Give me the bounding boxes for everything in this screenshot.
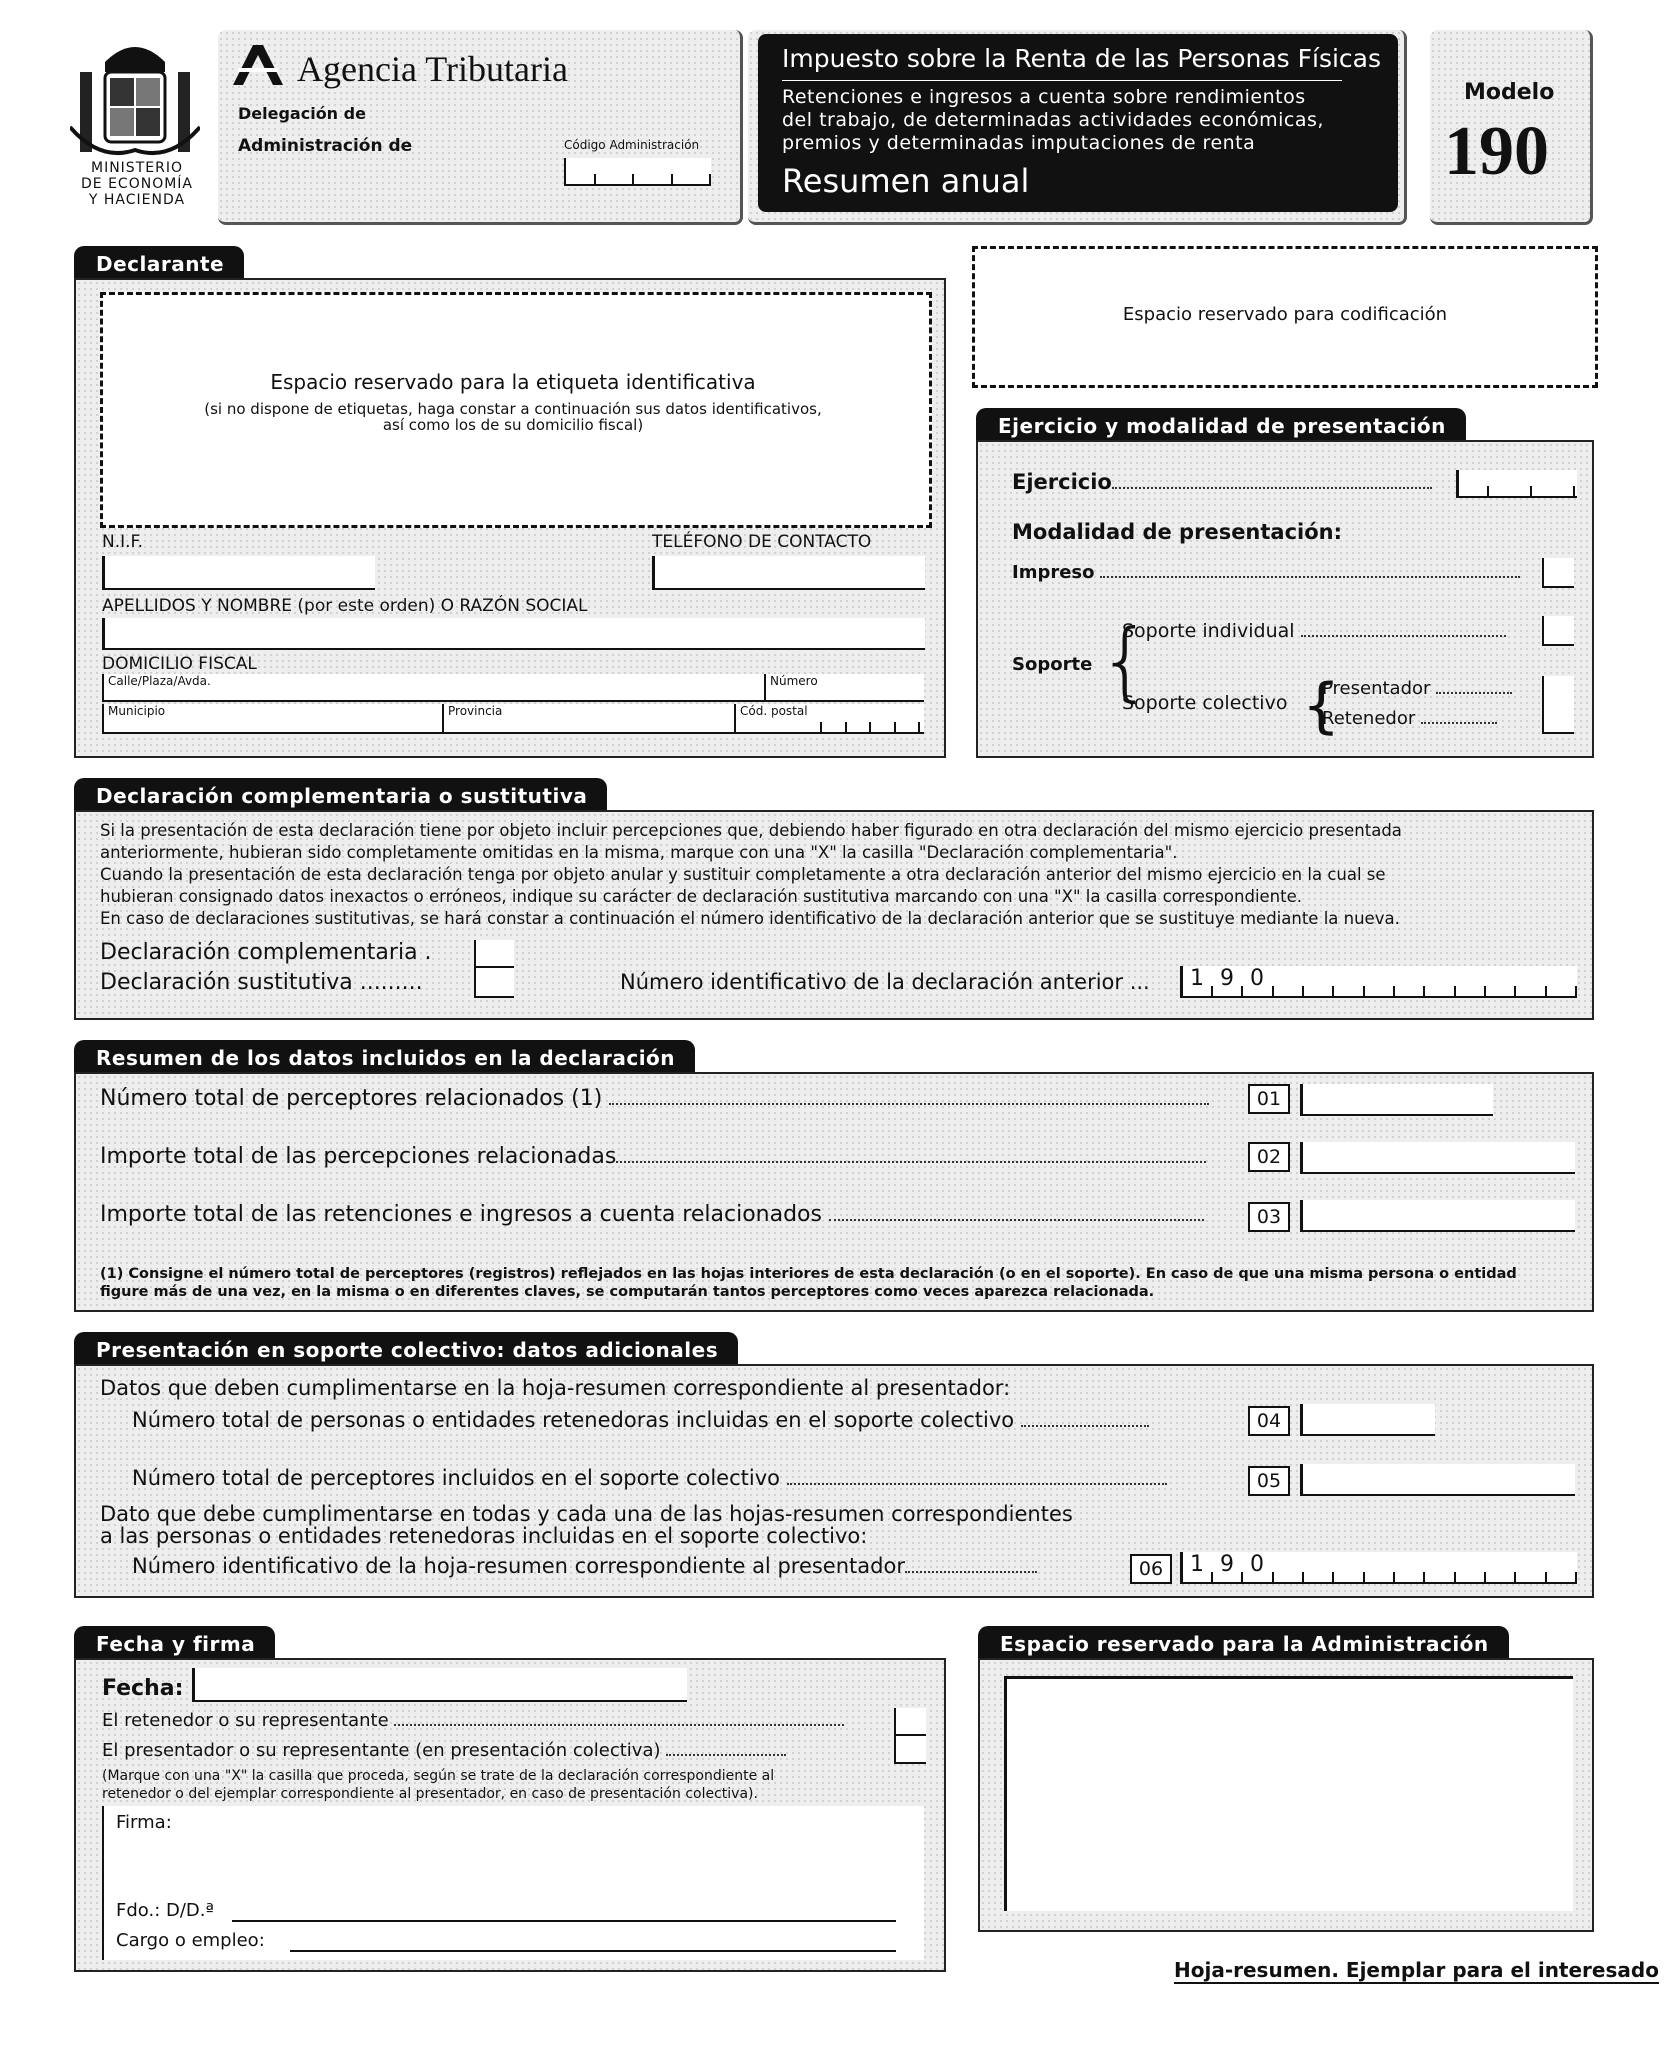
modelo-label: Modelo [1464,80,1555,105]
anterior-digit-2: 9 [1220,966,1234,991]
administracion-tab: Espacio reservado para la Administración [978,1626,1509,1660]
ministry-name: MINISTERIO DE ECONOMÍA Y HACIENDA [81,160,193,208]
anterior-digit-1: 1 [1190,966,1204,991]
colectivo-row-04: Número total de personas o entidades retenedoras incluidas en el soporte colectivo [132,1408,1149,1432]
declarante-tab: Declarante [74,246,244,280]
soporte-individual-checkbox[interactable] [1542,616,1574,646]
administracion-label: Administración de [238,136,413,156]
sustitutiva-label: Declaración sustitutiva ......... [100,970,423,995]
field-05[interactable] [1300,1464,1575,1496]
colectivo-intro-todas-1: Dato que debe cumplimentarse en todas y cada una de las hojas-resumen correspondientes [100,1502,1073,1526]
agency-name: Agencia Tributaria [297,49,568,89]
impreso-checkbox[interactable] [1542,558,1574,588]
numero-label: Número [770,674,818,688]
field-02[interactable] [1300,1142,1575,1174]
sustitutiva-checkbox[interactable] [474,968,514,998]
soporte-brace: { [1098,611,1153,711]
codigo-admin-field[interactable] [564,158,711,186]
resumen-row-03: Importe total de las retenciones e ingresos a cuenta relacionados [100,1202,1204,1227]
casilla-05: 05 [1248,1466,1290,1496]
resumen-tab: Resumen de los datos incluidos en la declaración [74,1040,695,1074]
field-04[interactable] [1300,1404,1435,1436]
field-06[interactable] [1180,1552,1577,1584]
field-01[interactable] [1300,1084,1493,1116]
casilla-06: 06 [1130,1554,1172,1584]
casilla-02: 02 [1248,1142,1290,1172]
presentador-digit-1: 1 [1190,1552,1204,1577]
colectivo-row-06: Número identificativo de la hoja-resumen correspondiente al presentador [132,1554,1037,1578]
fecha-field[interactable] [192,1668,687,1702]
domicilio-label: DOMICILIO FISCAL [102,654,257,674]
agency-logo-icon [228,40,288,90]
cod-postal-label: Cód. postal [740,704,808,718]
retenedor-sign-label: El retenedor o su representante [102,1710,844,1731]
apellidos-label: APELLIDOS Y NOMBRE (por este orden) O RAZÓN SOCIAL [102,596,588,616]
numero-anterior-field[interactable] [1180,966,1577,998]
casilla-03: 03 [1248,1202,1290,1232]
presentador-digit-2: 9 [1220,1552,1234,1577]
tax-title: Impuesto sobre la Renta de las Personas Físicas [782,44,1382,73]
resumen-footnote-1: (1) Consigne el número total de perceptores (registros) reflejados en las hojas interiores de esta declaración (o en el soporte). En caso de que una misma persona o entidad [100,1266,1517,1282]
retenedor-checkbox[interactable] [1542,704,1574,734]
complementaria-checkbox[interactable] [474,940,514,968]
codificacion-text: Espacio reservado para codificación [1122,304,1448,325]
title-block [758,34,1398,212]
soporte-colectivo-label: Soporte colectivo [1122,692,1288,714]
label-space-title: Espacio reservado para la etiqueta identificativa [270,370,756,394]
field-03[interactable] [1300,1200,1575,1232]
fecha-label: Fecha: [102,1676,184,1701]
casilla-04: 04 [1248,1406,1290,1436]
modelo-box [1430,30,1593,225]
soporte-label: Soporte [1012,654,1093,675]
presentador-digit-3: 0 [1250,1552,1264,1577]
complementaria-tab: Declaración complementaria o sustitutiva [74,778,607,812]
summary-title: Resumen anual [782,162,1030,200]
nif-label: N.I.F. [102,532,143,552]
ejercicio-field[interactable] [1456,470,1577,498]
label-space-note-2: así como los de su domicilio fiscal) [382,416,644,434]
retenedor-sign-checkbox[interactable] [894,1708,926,1736]
telefono-field[interactable] [652,556,925,590]
apellidos-field[interactable] [102,618,925,650]
nif-field[interactable] [102,556,375,590]
numero-anterior-label: Número identificativo de la declaración anterior ... [620,970,1150,994]
colectivo-row-05: Número total de perceptores incluidos en el soporte colectivo [132,1466,1167,1490]
impreso-label: Impreso [1012,562,1520,583]
presentador-sign-label: El presentador o su representante (en presentación colectiva) [102,1740,786,1761]
calle-label: Calle/Plaza/Avda. [108,674,211,688]
cargo-line[interactable] [290,1950,896,1952]
retenedor-label: Retenedor [1322,708,1497,729]
fdo-line[interactable] [232,1920,896,1922]
colectivo-brace: { [1302,671,1341,741]
ejercicio-tab: Ejercicio y modalidad de presentación [976,408,1466,442]
complementaria-label: Declaración complementaria . [100,940,432,965]
provincia-label: Provincia [448,704,503,718]
colectivo-intro: Datos que deben cumplimentarse en la hoja-resumen correspondiente al presentador: [100,1376,1011,1400]
resumen-row-02: Importe total de las percepciones relacionadas [100,1144,1206,1169]
casilla-01: 01 [1248,1084,1290,1114]
presentador-checkbox[interactable] [1542,676,1574,706]
fecha-note-2: retenedor o del ejemplar correspondiente al presentador, en caso de presentación colectiva). [102,1786,758,1802]
administracion-space [1004,1676,1573,1911]
tax-subtitle: Retenciones e ingresos a cuenta sobre rendimientos del trabajo, de determinadas actividades económicas, premios y determinadas imputaciones de renta [782,86,1324,154]
fecha-note-1: (Marque con una "X" la casilla que proceda, según se trate de la declaración correspondiente al [102,1768,775,1784]
telefono-label: TELÉFONO DE CONTACTO [652,532,872,552]
coat-of-arms [70,32,200,172]
municipio-label: Municipio [108,704,166,718]
label-space-note-1: (si no dispone de etiquetas, haga constar a continuación sus datos identificativos, [204,400,822,418]
complementaria-text: Si la presentación de esta declaración tiene por objeto incluir percepciones que, debiendo haber figurado en otra declaración del mismo ejercicio presentada anteriormente, hubieran sido completamente omitidas en la misma, marque con una "X" la casilla "Declaración complementaria". Cuando la presentación de esta declaración tenga por objeto anular y sustituir completamente a otra declaración anterior del mismo ejercicio en la cual se hubieran consignado datos inexactos o erróneos, indique su carácter de declaración sustitutiva marcando con una "X" la casilla correspondiente. En caso de declaraciones sustitutivas, se hará constar a continuación el número identificativo de la declaración anterior que se sustituye mediante la nueva. [100,821,1402,928]
delegacion-label: Delegación de [238,104,366,123]
soporte-individual-label: Soporte individual [1122,620,1506,642]
fdo-label: Fdo.: D/D.ª [116,1900,214,1921]
colectivo-tab: Presentación en soporte colectivo: datos adicionales [74,1332,738,1366]
presentador-label: Presentador [1322,678,1512,699]
resumen-footnote-2: figure más de una vez, en la misma o en diferentes claves, se computarán tantos perceptores como veces aparezca relacionada. [100,1284,1155,1300]
colectivo-intro-todas-2: a las personas o entidades retenedoras incluidas en el soporte colectivo: [100,1524,868,1548]
ejercicio-label: Ejercicio [1012,470,1432,494]
resumen-row-01: Número total de perceptores relacionados (1) [100,1086,1209,1111]
modelo-number: 190 [1444,113,1549,190]
firma-label: Firma: [116,1812,172,1833]
footer-copy-label: Hoja-resumen. Ejemplar para el interesado [1174,1958,1659,1982]
coat-of-arms-icon [70,32,200,172]
presentador-sign-checkbox[interactable] [894,1736,926,1764]
cargo-label: Cargo o empleo: [116,1930,265,1951]
fecha-tab: Fecha y firma [74,1626,275,1660]
modalidad-label: Modalidad de presentación: [1012,520,1343,544]
codigo-admin-label: Código Administración [564,138,700,152]
anterior-digit-3: 0 [1250,966,1264,991]
